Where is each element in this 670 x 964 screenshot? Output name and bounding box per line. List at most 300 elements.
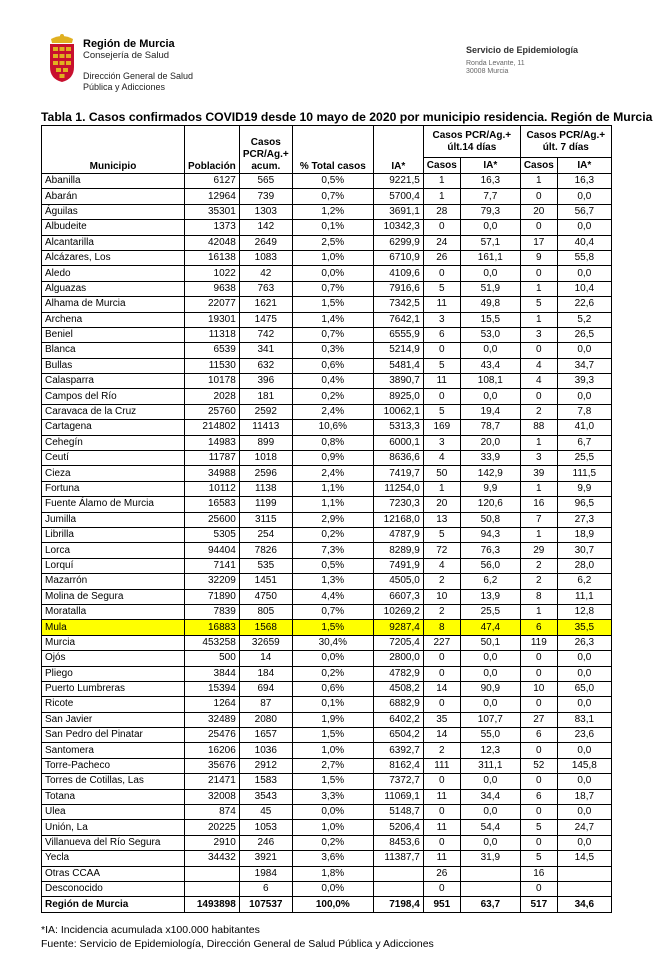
cell-casos-acum: 14: [239, 651, 292, 666]
cell-pct-total: 1,9%: [292, 712, 373, 727]
cell-poblacion: 16206: [185, 743, 240, 758]
cell-ia: 7916,6: [373, 281, 423, 296]
cell-poblacion: 1493898: [185, 897, 240, 912]
cell-municipio: Abanilla: [42, 174, 185, 189]
cell-poblacion: 7141: [185, 558, 240, 573]
cell-pct-total: 3,6%: [292, 851, 373, 866]
cell-poblacion: 32209: [185, 574, 240, 589]
cell-ia: 5148,7: [373, 805, 423, 820]
cell-casos-7d: 1: [520, 604, 557, 619]
cell-poblacion: 214802: [185, 420, 240, 435]
cell-pct-total: 1,4%: [292, 312, 373, 327]
cell-ia-7d: 0,0: [557, 220, 611, 235]
cell-casos-7d: 8: [520, 589, 557, 604]
cell-municipio: Alcantarilla: [42, 235, 185, 250]
cell-municipio: Villanueva del Río Segura: [42, 835, 185, 850]
cell-pct-total: 1,0%: [292, 250, 373, 265]
cell-ia: 9221,5: [373, 174, 423, 189]
cell-casos-acum: 1083: [239, 250, 292, 265]
cell-municipio: Cieza: [42, 466, 185, 481]
table-row: [42, 635, 612, 650]
cell-ia-14d: 20,0: [460, 435, 520, 450]
cell-poblacion: 3844: [185, 666, 240, 681]
cell-casos-7d: 4: [520, 374, 557, 389]
cell-ia-14d: 50,1: [460, 635, 520, 650]
cell-pct-total: 0,5%: [292, 558, 373, 573]
cell-ia-7d: 34,7: [557, 358, 611, 373]
cell-casos-7d: 5: [520, 820, 557, 835]
cell-casos-14d: 14: [423, 681, 460, 696]
cell-ia: 7230,3: [373, 497, 423, 512]
cell-ia-14d: 0,0: [460, 805, 520, 820]
cell-poblacion: 16583: [185, 497, 240, 512]
cell-ia-14d: 43,4: [460, 358, 520, 373]
cell-poblacion: 32489: [185, 712, 240, 727]
cell-casos-14d: 0: [423, 343, 460, 358]
cell-pct-total: 2,9%: [292, 512, 373, 527]
cell-casos-7d: 0: [520, 389, 557, 404]
cell-casos-acum: 2596: [239, 466, 292, 481]
cell-casos-14d: 0: [423, 389, 460, 404]
cell-ia-7d: [557, 881, 611, 896]
table-row: [42, 620, 612, 635]
cell-ia: 7198,4: [373, 897, 423, 912]
cell-poblacion: 9638: [185, 281, 240, 296]
cell-ia: 7491,9: [373, 558, 423, 573]
cell-ia-14d: 47,4: [460, 620, 520, 635]
cell-casos-acum: 1657: [239, 728, 292, 743]
cell-ia: 4508,2: [373, 681, 423, 696]
cell-ia-7d: 0,0: [557, 805, 611, 820]
cell-municipio: Pliego: [42, 666, 185, 681]
cell-casos-7d: 3: [520, 327, 557, 342]
covid-cases-table: [41, 125, 612, 913]
cell-municipio: Caravaca de la Cruz: [42, 404, 185, 419]
cell-ia-14d: 34,4: [460, 789, 520, 804]
table-row: [42, 327, 612, 342]
cell-ia: 8636,6: [373, 451, 423, 466]
cell-ia-14d: 51,9: [460, 281, 520, 296]
header-municipio: Municipio: [42, 126, 185, 174]
table-row: [42, 312, 612, 327]
cell-casos-acum: 694: [239, 681, 292, 696]
cell-municipio: Alcázares, Los: [42, 250, 185, 265]
table-row: [42, 543, 612, 558]
cell-casos-acum: 6: [239, 881, 292, 896]
cell-ia: 7419,7: [373, 466, 423, 481]
cell-pct-total: 2,5%: [292, 235, 373, 250]
address-line2: 30008 Murcia: [466, 68, 509, 75]
cell-ia-7d: 11,1: [557, 589, 611, 604]
cell-casos-acum: 4750: [239, 589, 292, 604]
cell-casos-acum: 1984: [239, 866, 292, 881]
table-row: [42, 820, 612, 835]
cell-casos-7d: 0: [520, 266, 557, 281]
cell-ia-7d: 0,0: [557, 189, 611, 204]
cell-municipio: San Javier: [42, 712, 185, 727]
cell-poblacion: 11787: [185, 451, 240, 466]
cell-pct-total: 0,2%: [292, 666, 373, 681]
cell-casos-7d: 5: [520, 851, 557, 866]
cell-poblacion: 94404: [185, 543, 240, 558]
cell-ia-14d: 78,7: [460, 420, 520, 435]
cell-casos-acum: 2649: [239, 235, 292, 250]
address-line1: Ronda Levante, 11: [466, 60, 525, 67]
cell-ia: 10062,1: [373, 404, 423, 419]
cell-pct-total: 1,2%: [292, 204, 373, 219]
region-murcia-coat-of-arms-icon: [48, 33, 76, 83]
cell-pct-total: 100,0%: [292, 897, 373, 912]
cell-casos-14d: 0: [423, 651, 460, 666]
cell-ia-7d: 6,2: [557, 574, 611, 589]
cell-poblacion: 14983: [185, 435, 240, 450]
cell-municipio: Aledo: [42, 266, 185, 281]
table-row: [42, 881, 612, 896]
total-row: [42, 897, 612, 912]
cell-pct-total: 4,4%: [292, 589, 373, 604]
table-row: [42, 497, 612, 512]
cell-casos-7d: 20: [520, 204, 557, 219]
cell-ia: 6607,3: [373, 589, 423, 604]
cell-ia: 2800,0: [373, 651, 423, 666]
cell-pct-total: 1,1%: [292, 497, 373, 512]
cell-ia-14d: 0,0: [460, 220, 520, 235]
cell-casos-14d: 10: [423, 589, 460, 604]
cell-ia-14d: 49,8: [460, 297, 520, 312]
cell-pct-total: 1,8%: [292, 866, 373, 881]
cell-poblacion: 874: [185, 805, 240, 820]
cell-casos-7d: 2: [520, 404, 557, 419]
cell-ia-7d: 40,4: [557, 235, 611, 250]
cell-municipio: Fortuna: [42, 481, 185, 496]
cell-casos-acum: 7826: [239, 543, 292, 558]
cell-casos-7d: 88: [520, 420, 557, 435]
table-row: [42, 189, 612, 204]
cell-casos-acum: 565: [239, 174, 292, 189]
cell-poblacion: 2028: [185, 389, 240, 404]
cell-poblacion: 500: [185, 651, 240, 666]
cell-ia: 5214,9: [373, 343, 423, 358]
cell-pct-total: 2,7%: [292, 758, 373, 773]
cell-municipio: Alhama de Murcia: [42, 297, 185, 312]
cell-municipio: Bullas: [42, 358, 185, 373]
cell-pct-total: 1,1%: [292, 481, 373, 496]
cell-casos-14d: 24: [423, 235, 460, 250]
cell-casos-7d: 29: [520, 543, 557, 558]
header-ia-14d: IA*: [460, 158, 520, 174]
cell-casos-7d: 1: [520, 312, 557, 327]
table-row: [42, 558, 612, 573]
cell-poblacion: [185, 866, 240, 881]
table-row: [42, 174, 612, 189]
table-row: [42, 712, 612, 727]
cell-ia-14d: [460, 881, 520, 896]
cell-ia-7d: 6,7: [557, 435, 611, 450]
cell-casos-acum: 1036: [239, 743, 292, 758]
cell-ia-14d: 0,0: [460, 343, 520, 358]
cell-ia: 3890,7: [373, 374, 423, 389]
cell-casos-acum: 1583: [239, 774, 292, 789]
cell-casos-acum: 3115: [239, 512, 292, 527]
cell-casos-acum: 1303: [239, 204, 292, 219]
header-casos-7d: Casos: [520, 158, 557, 174]
cell-poblacion: 19301: [185, 312, 240, 327]
table-row: [42, 851, 612, 866]
cell-ia-7d: 0,0: [557, 651, 611, 666]
cell-municipio: Cehegín: [42, 435, 185, 450]
cell-ia-7d: 83,1: [557, 712, 611, 727]
cell-ia-14d: 57,1: [460, 235, 520, 250]
header-ia: IA*: [373, 126, 423, 174]
cell-pct-total: 0,4%: [292, 374, 373, 389]
table-row: [42, 666, 612, 681]
cell-casos-7d: 39: [520, 466, 557, 481]
cell-municipio: Otras CCAA: [42, 866, 185, 881]
header-ia-7d: IA*: [557, 158, 611, 174]
cell-municipio: Calasparra: [42, 374, 185, 389]
cell-ia: [373, 881, 423, 896]
cell-ia-14d: 311,1: [460, 758, 520, 773]
cell-casos-14d: 11: [423, 851, 460, 866]
cell-casos-acum: 1053: [239, 820, 292, 835]
table-row: [42, 404, 612, 419]
table-row: [42, 835, 612, 850]
cell-pct-total: 0,1%: [292, 697, 373, 712]
cell-ia: 4109,6: [373, 266, 423, 281]
cell-ia-7d: 0,0: [557, 697, 611, 712]
cell-ia: 11387,7: [373, 851, 423, 866]
cell-ia-14d: 54,4: [460, 820, 520, 835]
cell-municipio: Blanca: [42, 343, 185, 358]
cell-pct-total: 0,7%: [292, 327, 373, 342]
cell-casos-14d: 2: [423, 574, 460, 589]
cell-ia-7d: 30,7: [557, 543, 611, 558]
cell-pct-total: 1,0%: [292, 820, 373, 835]
org-subtitle: Consejería de Salud: [83, 50, 170, 61]
cell-casos-14d: 5: [423, 281, 460, 296]
cell-casos-14d: 0: [423, 774, 460, 789]
cell-casos-14d: 11: [423, 297, 460, 312]
cell-casos-7d: 517: [520, 897, 557, 912]
table-row: [42, 681, 612, 696]
cell-casos-14d: 11: [423, 374, 460, 389]
cell-municipio: Desconocido: [42, 881, 185, 896]
cell-casos-acum: 2912: [239, 758, 292, 773]
cell-casos-14d: 72: [423, 543, 460, 558]
table-row: [42, 389, 612, 404]
cell-ia-14d: 33,9: [460, 451, 520, 466]
cell-casos-14d: 0: [423, 220, 460, 235]
cell-casos-acum: 2080: [239, 712, 292, 727]
cell-casos-7d: 0: [520, 666, 557, 681]
cell-municipio: Fuente Álamo de Murcia: [42, 497, 185, 512]
cell-ia: 5700,4: [373, 189, 423, 204]
cell-casos-7d: 3: [520, 451, 557, 466]
cell-poblacion: 6539: [185, 343, 240, 358]
cell-casos-14d: 5: [423, 404, 460, 419]
cell-municipio: Mazarrón: [42, 574, 185, 589]
cell-casos-14d: 111: [423, 758, 460, 773]
cell-municipio: Torres de Cotillas, Las: [42, 774, 185, 789]
cell-ia-7d: 39,3: [557, 374, 611, 389]
cell-casos-7d: 0: [520, 697, 557, 712]
table-row: [42, 774, 612, 789]
cell-casos-acum: 632: [239, 358, 292, 373]
cell-ia-7d: 10,4: [557, 281, 611, 296]
cell-municipio: Albudeite: [42, 220, 185, 235]
cell-ia-7d: 111,5: [557, 466, 611, 481]
cell-ia: 4505,0: [373, 574, 423, 589]
cell-municipio: Unión, La: [42, 820, 185, 835]
table-row: [42, 435, 612, 450]
cell-ia: 8289,9: [373, 543, 423, 558]
cell-casos-acum: 3921: [239, 851, 292, 866]
table-row: [42, 420, 612, 435]
cell-casos-14d: 4: [423, 558, 460, 573]
cell-pct-total: 7,3%: [292, 543, 373, 558]
table-row: [42, 358, 612, 373]
cell-ia: 6504,2: [373, 728, 423, 743]
table-row: [42, 374, 612, 389]
cell-pct-total: 1,5%: [292, 728, 373, 743]
cell-pct-total: 0,1%: [292, 220, 373, 235]
cell-casos-7d: 4: [520, 358, 557, 373]
cell-pct-total: 10,6%: [292, 420, 373, 435]
cell-ia: 11254,0: [373, 481, 423, 496]
cell-ia-7d: 26,5: [557, 327, 611, 342]
cell-pct-total: 0,2%: [292, 527, 373, 542]
cell-municipio: Abarán: [42, 189, 185, 204]
cell-casos-7d: 5: [520, 297, 557, 312]
cell-poblacion: 71890: [185, 589, 240, 604]
cell-ia: 6710,9: [373, 250, 423, 265]
table-row: [42, 743, 612, 758]
cell-ia-14d: 56,0: [460, 558, 520, 573]
cell-ia: 6299,9: [373, 235, 423, 250]
cell-casos-acum: 32659: [239, 635, 292, 650]
cell-ia-7d: 14,5: [557, 851, 611, 866]
cell-pct-total: 1,3%: [292, 574, 373, 589]
cell-casos-14d: 951: [423, 897, 460, 912]
cell-ia-7d: 0,0: [557, 743, 611, 758]
cell-casos-7d: 9: [520, 250, 557, 265]
cell-casos-14d: 5: [423, 527, 460, 542]
table-row: [42, 343, 612, 358]
cell-ia-7d: 23,6: [557, 728, 611, 743]
directorate-line1: Dirección General de Salud: [83, 71, 194, 81]
cell-poblacion: 35301: [185, 204, 240, 219]
cell-casos-14d: 0: [423, 666, 460, 681]
cell-poblacion: 22077: [185, 297, 240, 312]
cell-municipio: Puerto Lumbreras: [42, 681, 185, 696]
cell-ia-7d: [557, 866, 611, 881]
cell-municipio: Ojós: [42, 651, 185, 666]
cell-pct-total: 0,6%: [292, 358, 373, 373]
cell-municipio: Murcia: [42, 635, 185, 650]
cell-ia-14d: 53,0: [460, 327, 520, 342]
cell-casos-acum: 11413: [239, 420, 292, 435]
cell-ia-14d: 0,0: [460, 666, 520, 681]
cell-casos-14d: 26: [423, 866, 460, 881]
cell-ia: 5481,4: [373, 358, 423, 373]
cell-casos-7d: 0: [520, 343, 557, 358]
cell-ia-14d: 6,2: [460, 574, 520, 589]
cell-pct-total: 3,3%: [292, 789, 373, 804]
cell-casos-14d: 50: [423, 466, 460, 481]
cell-ia: 8162,4: [373, 758, 423, 773]
cell-poblacion: 16883: [185, 620, 240, 635]
cell-ia-14d: 0,0: [460, 389, 520, 404]
table-row: [42, 758, 612, 773]
cell-pct-total: 0,3%: [292, 343, 373, 358]
cell-ia-7d: 22,6: [557, 297, 611, 312]
cell-poblacion: 1022: [185, 266, 240, 281]
cell-ia-14d: 55,0: [460, 728, 520, 743]
cell-pct-total: 0,0%: [292, 266, 373, 281]
cell-casos-acum: 184: [239, 666, 292, 681]
cell-poblacion: 34988: [185, 466, 240, 481]
cell-poblacion: 453258: [185, 635, 240, 650]
cell-ia-7d: 0,0: [557, 835, 611, 850]
cell-municipio: Cartagena: [42, 420, 185, 435]
cell-casos-acum: 107537: [239, 897, 292, 912]
table-row: [42, 574, 612, 589]
cell-pct-total: 30,4%: [292, 635, 373, 650]
cell-poblacion: 1373: [185, 220, 240, 235]
cell-casos-7d: 1: [520, 435, 557, 450]
cell-poblacion: 12964: [185, 189, 240, 204]
cell-casos-7d: 0: [520, 774, 557, 789]
header-casos-14d: Casos: [423, 158, 460, 174]
cell-casos-14d: 227: [423, 635, 460, 650]
cell-pct-total: 1,5%: [292, 620, 373, 635]
header-group-7d: Casos PCR/Ag.+ últ. 7 días: [520, 126, 611, 158]
cell-municipio: Alguazas: [42, 281, 185, 296]
cell-ia-14d: 0,0: [460, 697, 520, 712]
table-title: Tabla 1. Casos confirmados COVID19 desde 10 mayo de 2020 por municipio residencia. Región de Murcia: [41, 110, 653, 124]
cell-pct-total: 1,5%: [292, 774, 373, 789]
cell-casos-7d: 27: [520, 712, 557, 727]
cell-municipio: Mula: [42, 620, 185, 635]
cell-municipio: Totana: [42, 789, 185, 804]
table-row: [42, 589, 612, 604]
cell-pct-total: 0,2%: [292, 835, 373, 850]
cell-ia-14d: 79,3: [460, 204, 520, 219]
cell-ia: 5313,3: [373, 420, 423, 435]
cell-casos-acum: 42: [239, 266, 292, 281]
cell-ia: 7205,4: [373, 635, 423, 650]
cell-ia-14d: 25,5: [460, 604, 520, 619]
table-row: [42, 204, 612, 219]
table-row: [42, 297, 612, 312]
cell-casos-14d: 28: [423, 204, 460, 219]
header-casos-acum: Casos PCR/Ag.+ acum.: [239, 126, 292, 174]
cell-casos-7d: 0: [520, 835, 557, 850]
cell-casos-14d: 4: [423, 451, 460, 466]
header-pct-total: % Total casos: [292, 126, 373, 174]
cell-ia-14d: 31,9: [460, 851, 520, 866]
cell-poblacion: 21471: [185, 774, 240, 789]
cell-casos-acum: 341: [239, 343, 292, 358]
cell-casos-acum: 3543: [239, 789, 292, 804]
table-row: [42, 527, 612, 542]
cell-ia-14d: 0,0: [460, 835, 520, 850]
cell-ia-7d: 16,3: [557, 174, 611, 189]
cell-ia: 5206,4: [373, 820, 423, 835]
cell-ia-7d: 18,7: [557, 789, 611, 804]
cell-poblacion: 2910: [185, 835, 240, 850]
cell-poblacion: 11530: [185, 358, 240, 373]
